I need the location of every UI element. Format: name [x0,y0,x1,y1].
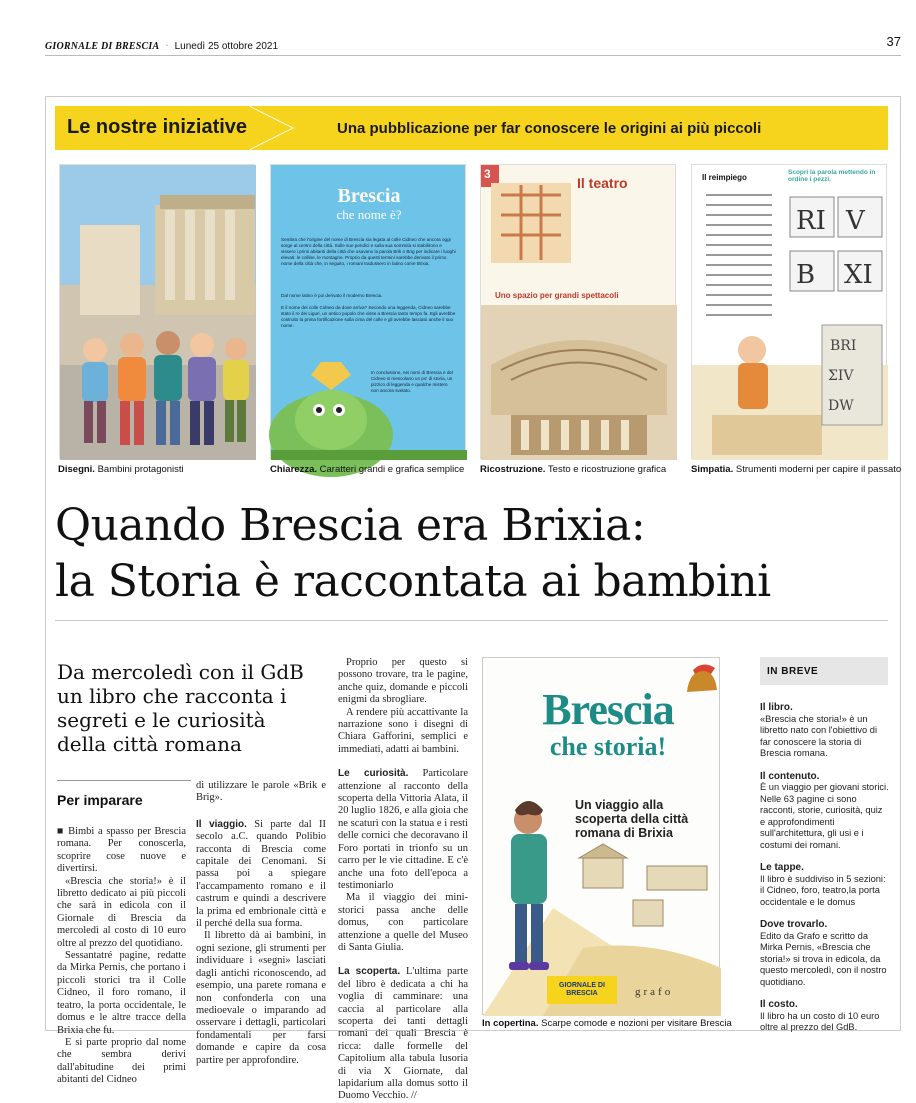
paragraph [196,819,326,931]
paragraph-text: Si parte dal II secolo a.C. quando Polibio racconta di Brescia come capitale dei Cenomani. Si passa poi a spiegare l'accampamento romano e il castrum e quindi a descrivere la prima ed embrionale città e il perché della sua forma. [196,818,327,930]
newspaper-name: GIORNALE DI BRESCIA [45,41,160,52]
caption-text: Caratteri grandi e grafica semplice [319,464,465,475]
brief-heading: Il costo. [760,999,798,1010]
brief-heading: Il libro. [760,702,793,713]
paragraph: E si parte proprio dal nome che sembra derivi dall'abitudine dei primi abitanti del Cidneo [57,1036,186,1086]
paragraph: Ma il viaggio dei mini-storici passa anche delle domus, con particolare attenzione a quelle del Museo di Santa Giulia. [338,892,468,953]
paragraph-lead: Il viaggio. [196,818,247,830]
book-cover [482,657,720,1015]
paragraph: A rendere più accattivante la narrazione sono i disegni di Chiara Gafforini, semplici e immediati, adatti ai bambini. [338,706,468,755]
caption-sympathy [691,464,901,475]
masthead [45,34,901,56]
sidebar-title: IN BREVE [767,666,819,677]
caption-reconstruction [480,464,666,475]
banner-arrow-fill [248,106,292,150]
caption-drawings [58,464,184,475]
paragraph [338,966,468,1102]
reuse-puzzle-illustration [692,165,888,460]
svg-text:BRI: BRI [830,338,857,354]
brief-heading: Il contenuto. [760,770,820,782]
svg-text:DW: DW [828,398,854,414]
thumb-paragraph: In conclusione, nei nomi di Brescia e del Cidneo si mescolano un po' di storia, un pizzico di leggenda e qualche mistero non ancora svelato. [371,370,453,393]
headline-line-2: la Storia è raccontata ai bambini [55,556,771,607]
thumb-title: Il teatro [577,175,628,191]
thumb-drawings [59,164,255,459]
paragraph: Il libretto dà ai bambini, in ogni sezione, gli strumenti per individuare i «segni» lasciati dagli antichi riconoscendo, ad esempio, una parete romana e non confonderla con una medioevale o imparando ad osservare i dettagli, particolari fondamentali per farsi domande e capire da cosa partire per approfondire. [196,930,326,1066]
svg-text:RI: RI [796,206,826,236]
caption-lead: Chiarezza. [270,464,317,475]
cover-subtitle: che storia! [549,732,667,761]
divider [57,780,191,781]
thumb-game-instructions: Scopri la parola mettendo in ordine i pezzi. [788,169,876,183]
paragraph: ■ Bimbi a spasso per Brescia romana. Per conoscerla, scoprire cose nuove e divertirsi. [57,826,186,875]
svg-text:XI: XI [844,260,873,290]
brief-text: Edito da Grafo e scritto da Mirka Pernis, «Brescia che storia!» si trova in edicola, da questo mercoledì, con il nostro quotidiano. [760,930,887,987]
thumb-reconstruction [480,164,676,459]
caption-text: Strumenti moderni per capire il passato [735,464,902,475]
in-brief-sidebar [760,702,890,1034]
svg-text:ΣIV: ΣIV [828,368,854,384]
paragraph-lead: Le curiosità. [338,768,409,780]
caption-clarity [270,464,464,475]
children-ruins-illustration [60,165,256,460]
brief-text: Il libro ha un costo di 10 euro oltre al prezzo del GdB. [760,1010,880,1032]
paragraph [338,768,468,892]
caption-lead: Ricostruzione. [480,464,546,475]
thumb-paragraph: Sembra che l'origine del nome di Brescia sia legata al colle Cidneo che ancora oggi sorge al centro della città. Sulle sue pendici e sulla sua sommità si stabilirono e vissero i primi abitanti della città che usavano la parola Brik o Brig per indicare i luoghi elevati: le colline, le montagne. Proprio da questi termini sarebbe derivato il primo nome della città che, in seguito, i romani tradussero in latino come Brixia. [281,237,456,266]
publisher-logo: grafo [635,986,674,998]
brief-heading: Le tappe. [760,862,804,873]
paragraph: «Brescia che storia!» è il libretto dedicato ai più piccoli che sarà in edicola con il Giornale di Brescia da mercoledì al costo di 10 euro oltre al prezzo del quotidiano. [57,875,186,949]
thumb-clarity [270,164,466,459]
gdb-logo: GIORNALE DI BRESCIA [547,976,617,1004]
headline [55,498,895,610]
divider [55,620,888,621]
caption-lead: In copertina. [482,1018,539,1029]
paragraph: di utilizzare le parole «Brik e Brig». [196,780,326,804]
masthead-date: Lunedì 25 ottobre 2021 [174,41,279,52]
theatre-illustration [481,165,677,460]
caption-text: Testo e ricostruzione grafica [547,464,667,475]
caption-lead: Simpatia. [691,464,734,475]
caption-text: Bambini protagonisti [97,464,184,475]
cover-title: Brescia [542,685,674,734]
thumb-sympathy [691,164,887,459]
thumb-paragraph: E il nome del colle Cidneo da dove arriva? Secondo una leggenda, Cidneo sarebbe stato il re dei Liguri, un antico popolo che visse a Brescia tanto tempo fa. Egli avrebbe costruito la prima fortificazione sulla cima del colle e gli avrebbe lasciato anche il suo nome. [281,305,456,328]
brief-heading: Dove trovarlo. [760,919,828,930]
body-column-3 [338,657,468,1103]
thumb-title: Il reimpiego [702,173,747,182]
cover-caption [482,1018,732,1029]
body-column-1 [57,826,186,1087]
paragraph: Sessantatré pagine, redatte da Mirka Pernis, che portano i piccoli storici tra il Colle Cidneo, il foro romano, il teatro, la porta occidentale, le domus e le altre tracce della Brixia che fu. [57,950,186,1036]
thumb-title: Brescia [337,185,401,207]
page-number: 37 [886,34,901,49]
masthead-separator: · [165,41,169,52]
brief-text: «Brescia che storia!» è un libretto nato con l'obiettivo di far conoscere la storia di Brescia romana. [760,713,878,758]
caption-text: Scarpe comode e nozioni per visitare Brescia [541,1018,732,1029]
hill-character-illustration [271,340,467,460]
subheadline: Da mercoledì con il GdB un libro che racconta i segreti e le curiosità della città romana [57,660,304,756]
headline-line-1: Quando Brescia era Brixia: [55,500,646,551]
thumb-subtitle: Uno spazio per grandi spettacoli [495,291,619,300]
paragraph: Proprio per questo si possono trovare, tra le pagine, anche quiz, domande e piccoli enigmi da sbrogliare. [338,657,468,706]
banner-tagline: Una pubblicazione per far conoscere le origini ai più piccoli [337,120,762,137]
banner-label: Le nostre iniziative [67,116,248,138]
body-column-2 [196,780,326,1067]
thumb-subtitle: che nome è? [336,207,402,222]
brief-text: Il libro è suddiviso in 5 sezioni: il Cidneo, foro, teatro,la porta occidentale e le domus [760,873,886,907]
cover-tagline: Un viaggio alla scoperta della città romana di Brixia [575,798,689,840]
svg-text:V: V [846,206,865,236]
paragraph-text: L'ultima parte del libro è dedicata a chi ha voglia di camminare: una caccia al particolare alla scoperta dei tanti dettagli romani dei quali Brescia è ricca: dalle formelle del Capitolium alla tabula lusoria di via X Giornate, dal lapidarium alla domus sotto il Duomo Vecchio. // [338,966,468,1102]
caption-lead: Disegni. [58,464,95,475]
brief-text: È un viaggio per giovani storici. Nelle 63 pagine ci sono racconti, storie, curiosità, quiz e approfondimenti sull'architettura, gli usi e i costumi dei romani. [760,782,889,850]
paragraph-text: Particolare attenzione al racconto della scoperta della Vittoria Alata, il 20 luglio 1826, e alla gioia che ne scaturì con la statua e i resti delle cornici che decoravano il Foro portati in trionfo su un carro per le vie cittadine. E c'è anche una foto dell'epoca a testimoniarlo [338,768,468,891]
byline: Per imparare [57,792,143,808]
paragraph-lead: La scoperta. [338,966,401,978]
initiatives-banner [55,106,888,150]
roman-helmet-icon [683,662,719,702]
svg-text:B: B [796,260,816,290]
thumb-section-number: 3 [484,167,491,181]
thumb-paragraph: Dal nome latino è poi derivato il moderno Brescia. [281,293,383,298]
